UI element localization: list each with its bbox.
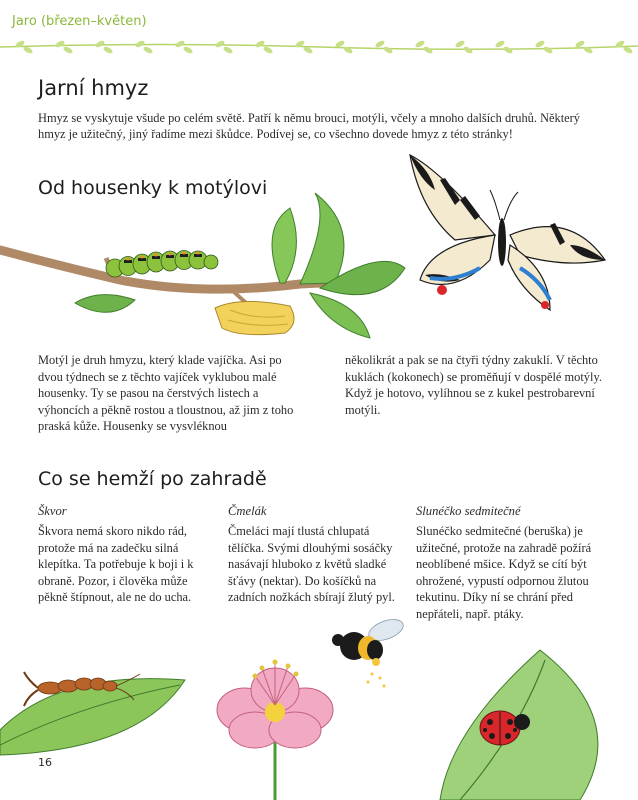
section-tag: Jaro (březen–květen) bbox=[12, 14, 147, 29]
cocoon bbox=[215, 301, 294, 334]
leaf-shape bbox=[75, 295, 135, 313]
garden-section-title: Co se hemží po zahradě bbox=[38, 468, 267, 490]
spring-insects-title: Jarní hmyz bbox=[38, 76, 149, 100]
spring-insects-text: Hmyz se vyskytuje všude po celém světě. Patří k němu brouci, motýli, včely a mnoho dalších druhů. Některý hmyz je užitečný, jiný řadíme mezi škůdce. Podívej se, co všechno dovede hmyz z této stránky! bbox=[38, 111, 580, 141]
ladybug-subtitle: Slunéčko sedmitečné bbox=[416, 504, 521, 518]
butterfly-text-col2: několikrát a pak se na čtyři týdny zakuklí. V těchto kuklách (kokonech) se proměňují v dospělé motýly. Když je hotovo, vylíhnou se z kukel pestrobarevní motýli. bbox=[345, 353, 602, 417]
earwig-subtitle: Škvor bbox=[38, 504, 67, 518]
swallowtail-butterfly-illustration bbox=[400, 150, 620, 320]
bumblebee-text: Čmeláci mají tlustá chlupatá tělíčka. Svými dlouhými sosáčky nasávají hluboko z květů sladké šťávy (nektar). Do košíčků na zadních nožkách sbírají žlutý pyl. bbox=[228, 524, 395, 604]
vine-divider bbox=[0, 36, 638, 58]
ladybug-text: Slunéčko sedmitečné (beruška) je užitečné, protože na zahradě požírá neoblíbené mšice. Když se cítí být ohrožené, vypustí odpornou žlutou tekutinu. Díky ní se chrání před nepřáteli, např. ptáky. bbox=[416, 524, 592, 621]
caterpillar-branch-illustration bbox=[0, 188, 400, 348]
earwig-illustration bbox=[0, 650, 190, 760]
page-number: 16 bbox=[38, 756, 52, 769]
earwig-text: Škvora nemá skoro nikdo rád, protože má na zadečku silná klepítka. Ta potřebuje k boji i k obraně. Pozor, i člověka může pěkně štípnout, ale ne do ucha. bbox=[38, 524, 194, 604]
bumblebee-illustration bbox=[328, 612, 408, 692]
ladybug-illustration bbox=[430, 650, 630, 800]
bumblebee-subtitle: Čmelák bbox=[228, 504, 267, 518]
butterfly-section-title: Od housenky k motýlovi bbox=[38, 177, 268, 199]
butterfly-text-col1: Motýl je druh hmyzu, který klade vajíčka. Asi po dvou týdnech se z těchto vajíček vyklubou malé housenky. Ty se pasou na čerstvých listech a výhoncích a pěkně rostou a tloustnou, až jim z toho praská kůže. Housenky se vysvléknou bbox=[38, 353, 294, 433]
